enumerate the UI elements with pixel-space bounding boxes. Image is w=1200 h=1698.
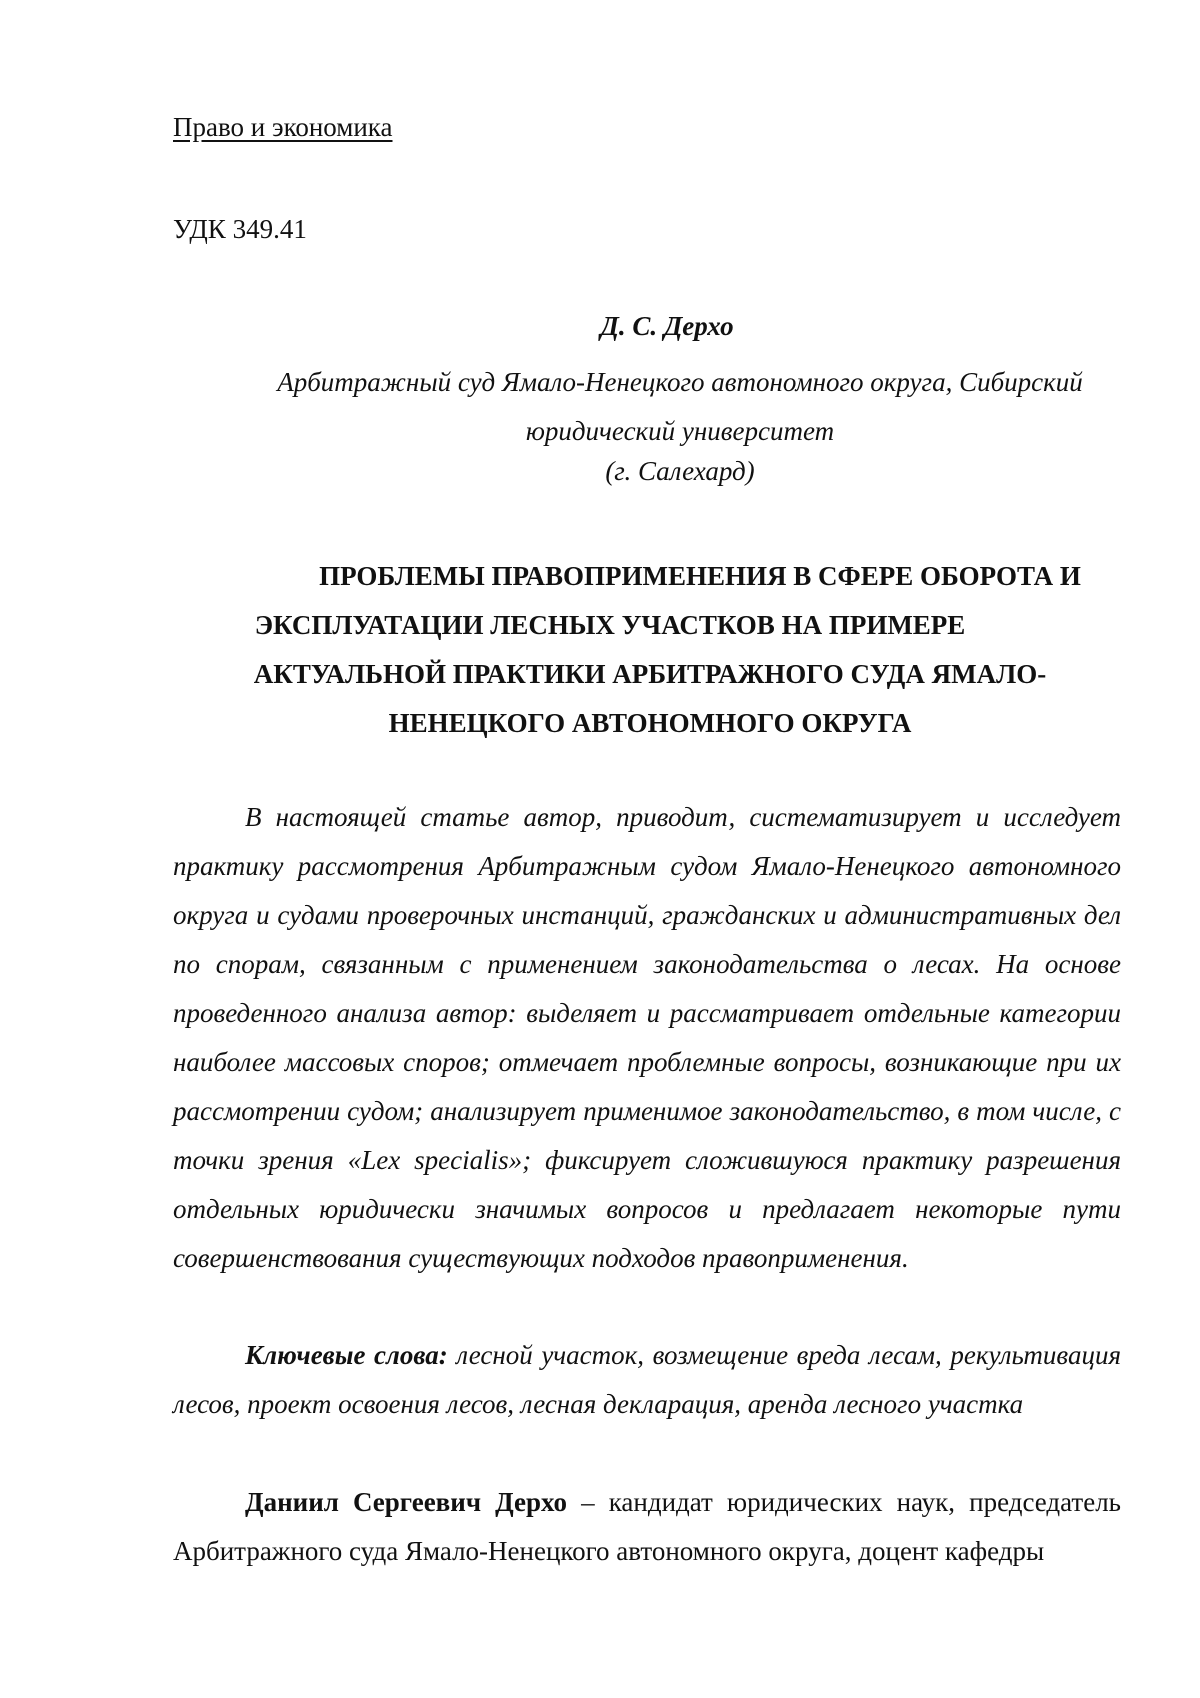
- author-city: (г. Салехард): [605, 456, 755, 486]
- title-line: ПРОБЛЕМЫ ПРАВОПРИМЕНЕНИЯ В СФЕРЕ ОБОРОТА И: [319, 561, 1081, 591]
- author-bio-paragraph: [173, 1478, 1121, 1576]
- bio-author-name: Даниил Сергеевич Дерхо: [245, 1487, 568, 1517]
- title-line: АКТУАЛЬНОЙ ПРАКТИКИ АРБИТРАЖНОГО СУДА ЯМАЛО-: [253, 659, 1047, 689]
- udk-code: УДК 349.41: [173, 214, 307, 244]
- title-line: НЕНЕЦКОГО АВТОНОМНОГО ОКРУГА: [388, 708, 912, 738]
- keywords-text: лесной участок, возмещение вреда лесам, рекультивация лесов, проект освоения лесов, лесная декларация, аренда лесного участка: [173, 1340, 1121, 1419]
- author-affiliation: Арбитражный суд Ямало-Ненецкого автономного округа, Сибирский юридический университет: [277, 367, 1083, 446]
- keywords-label: Ключевые слова:: [245, 1340, 448, 1370]
- section-label: Право и экономика: [173, 112, 393, 142]
- keywords-paragraph: [173, 1331, 1121, 1429]
- abstract-paragraph: В настоящей статье автор, приводит, систематизирует и исследует практику рассмотрения Арбитражным судом Ямало-Ненецкого автономного округа и судами проверочных инстанций, гражданских и административных дел по спорам, связанным с применением законодательства о лесах. На основе проведенного анализа автор: выделяет и рассматривает отдельные категории наиболее массовых споров; отмечает проблемные вопросы, возникающие при их рассмотрении судом; анализирует применимое законодательство, в том числе, с точки зрения «Lex specialis»; фиксирует сложившуюся практику разрешения отдельных юридически значимых вопросов и предлагает некоторые пути совершенствования существующих подходов правоприменения.: [173, 802, 1121, 1273]
- title-line: ЭКСПЛУАТАЦИИ ЛЕСНЫХ УЧАСТКОВ НА ПРИМЕРЕ: [254, 610, 966, 640]
- author-name: Д. С. Дерхо: [600, 311, 734, 341]
- bio-text: – кандидат юридических наук, председатель Арбитражного суда Ямало-Ненецкого автономного округа, доцент кафедры: [173, 1487, 1121, 1566]
- article-title: [175, 552, 1125, 748]
